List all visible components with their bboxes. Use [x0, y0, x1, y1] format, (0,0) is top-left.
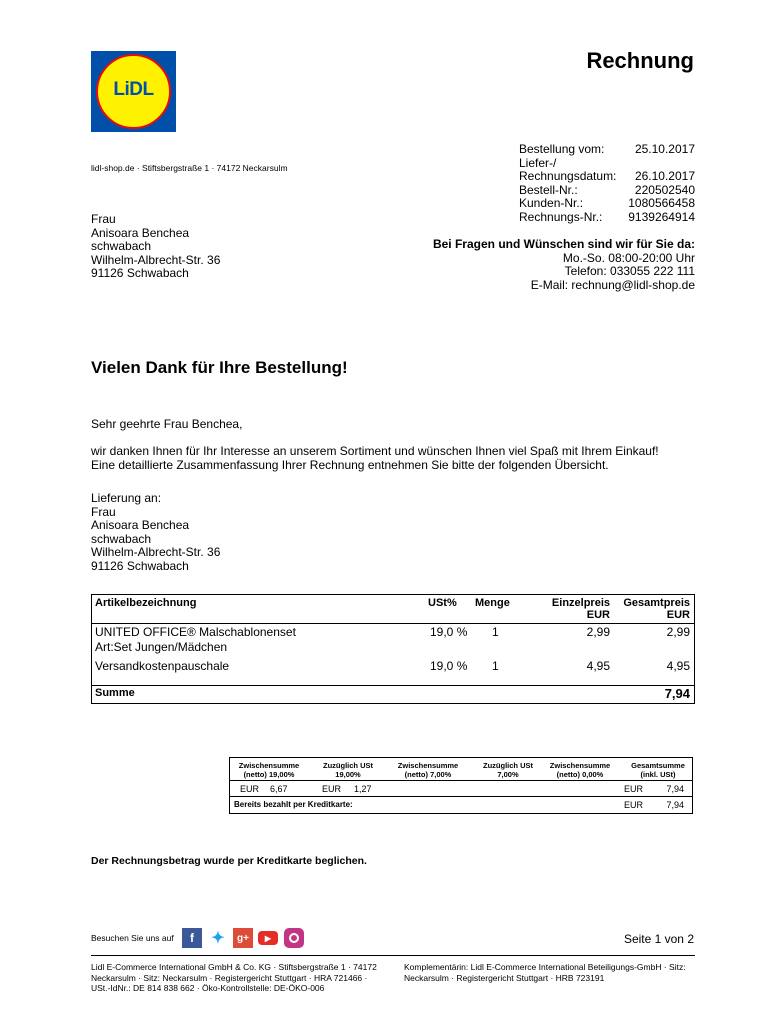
salutation: Sehr geehrte Frau Benchea,	[91, 417, 243, 431]
delivery-address	[91, 492, 220, 573]
totals-header-line: (netto) 19,00%	[243, 770, 295, 779]
totals-header-line: Zwischensumme	[397, 761, 459, 770]
footer-line: Komplementärin: Lidl E-Commerce International Beteiligungs-GmbH · Sitz:	[404, 962, 686, 972]
recipient-line: schwabach	[91, 239, 152, 253]
footer-line: USt.-IdNr.: DE 814 838 662 · Öko-Kontrollstelle: DE-ÖKO-006	[91, 983, 325, 993]
totals-header-line: 19,00%	[335, 770, 361, 779]
totals-header	[538, 761, 622, 779]
item-unit-price: 4,95	[586, 659, 610, 673]
header-total-currency: EUR	[666, 609, 690, 621]
paid-by-card-label: Bereits bezahlt per Kreditkarte:	[234, 800, 353, 809]
totals-vat-19: 1,27	[354, 784, 372, 794]
document-title: Rechnung	[586, 48, 694, 73]
item-total: 2,99	[666, 625, 690, 639]
delivery-label: Lieferung an:	[91, 491, 162, 505]
recipient-line: 91126 Schwabach	[91, 266, 189, 280]
google-plus-icon[interactable]: g+	[233, 928, 253, 948]
contact-hours: Mo.-So. 08:00-20:00 Uhr	[562, 250, 695, 265]
customer-no: 1080566458	[628, 196, 695, 211]
totals-currency: EUR	[624, 800, 644, 810]
footer-company-info	[91, 962, 391, 994]
twitter-icon[interactable]: ✦	[211, 930, 225, 947]
totals-table	[229, 757, 693, 814]
order-date-label: Bestellung vom:	[519, 142, 605, 156]
item-article-variant: Art:Set Jungen/Mädchen	[95, 640, 228, 654]
order-no: 220502540	[634, 182, 695, 197]
item-article: Versandkostenpauschale	[95, 659, 230, 673]
social-label: Besuchen Sie uns auf	[91, 933, 174, 943]
contact-phone: Telefon: 033055 222 111	[564, 264, 695, 279]
totals-header-line: 7,00%	[497, 770, 519, 779]
item-vat: 19,0 %	[430, 625, 468, 639]
item-qty: 1	[492, 659, 499, 673]
paid-by-card-value: 7,94	[666, 800, 684, 810]
sender-line: lidl-shop.de · Stiftsbergstraße 1 · 74172 Neckarsulm	[91, 163, 288, 173]
recipient-address	[91, 213, 220, 281]
totals-currency: EUR	[624, 784, 644, 794]
totals-header-line: (netto) 0,00%	[556, 770, 604, 779]
youtube-icon[interactable]: ▶	[258, 931, 278, 945]
sum-label: Summe	[95, 687, 135, 699]
footer-line: Lidl E-Commerce International GmbH & Co. KG · Stiftsbergstraße 1 · 74172	[91, 962, 377, 972]
totals-header-line: Zwischensumme	[238, 761, 300, 770]
item-vat: 19,0 %	[430, 659, 468, 673]
intro-line: wir danken Ihnen für Ihr Interesse an unserem Sortiment und wünschen Ihnen viel Spaß mit Ihrem Einkauf!	[91, 444, 659, 458]
delivery-date-label: Liefer-/	[519, 155, 557, 170]
delivery-line: schwabach	[91, 531, 152, 546]
totals-header-line: Zuzüglich USt	[323, 761, 373, 770]
item-unit-price: 2,99	[586, 625, 610, 639]
delivery-line: 91126 Schwabach	[91, 558, 189, 573]
totals-header-line: Zwischensumme	[549, 761, 611, 770]
page-number: Seite 1 von 2	[623, 932, 694, 946]
header-unit-price-currency: EUR	[586, 609, 610, 621]
invoice-no-label: Rechnungs-Nr.:	[519, 209, 603, 224]
invoice-date: 26.10.2017	[634, 169, 695, 184]
totals-header	[468, 761, 548, 779]
order-no-label: Bestell-Nr.:	[519, 182, 578, 197]
sum-value: 7,94	[664, 686, 690, 701]
header-article: Artikelbezeichnung	[95, 597, 197, 609]
payment-note: Der Rechnungsbetrag wurde per Kreditkarte beglichen.	[91, 855, 367, 867]
items-sum-row	[92, 685, 694, 703]
recipient-line: Frau	[91, 212, 116, 226]
totals-header	[388, 761, 468, 779]
contact-heading: Bei Fragen und Wünschen sind wir für Sie da:	[432, 237, 695, 251]
totals-divider	[230, 780, 692, 781]
totals-header	[230, 761, 308, 779]
item-article: UNITED OFFICE® Malschablonenset	[95, 625, 296, 639]
item-qty: 1	[492, 625, 499, 639]
invoice-meta	[519, 143, 695, 225]
delivery-line: Frau	[91, 504, 116, 519]
contact-block	[433, 238, 695, 292]
footer-divider	[91, 955, 695, 956]
items-table-header	[92, 595, 694, 624]
totals-header-line: (inkl. USt)	[640, 770, 676, 779]
totals-grand-total: 7,94	[666, 784, 684, 794]
header-vat: USt%	[428, 597, 457, 609]
intro-line: Eine detaillierte Zusammenfassung Ihrer Rechnung entnehmen Sie bitte der folgenden Übersicht.	[91, 457, 609, 472]
totals-currency: EUR	[322, 784, 342, 794]
footer-line: Neckarsulm · Sitz: Neckarsulm · Registergericht Stuttgart · HRA 721466 ·	[91, 972, 368, 983]
totals-header-line: (netto) 7,00%	[404, 770, 452, 779]
invoice-no: 9139264914	[628, 209, 695, 224]
header-unit-price: Einzelpreis	[551, 597, 610, 609]
totals-divider	[230, 796, 692, 797]
social-links	[91, 928, 311, 950]
totals-header-line: Zuzüglich USt	[483, 761, 533, 770]
totals-header	[308, 761, 388, 779]
logo-text: LiDL	[113, 79, 154, 100]
intro-text	[91, 445, 659, 472]
totals-net-19: 6,67	[270, 784, 288, 794]
lidl-logo	[91, 51, 176, 132]
totals-header	[622, 761, 694, 779]
delivery-line: Wilhelm-Albrecht-Str. 36	[91, 545, 221, 559]
item-total: 4,95	[666, 659, 690, 673]
recipient-line: Wilhelm-Albrecht-Str. 36	[91, 252, 221, 267]
footer-line: Neckarsulm · Registergericht Stuttgart · HRB 723191	[404, 972, 605, 983]
facebook-icon[interactable]: f	[182, 928, 202, 948]
header-qty: Menge	[475, 597, 510, 609]
totals-currency: EUR	[240, 784, 260, 794]
delivery-line: Anisoara Benchea	[91, 518, 190, 532]
invoice-date-label: Rechnungsdatum:	[519, 169, 617, 184]
order-date: 25.10.2017	[634, 142, 695, 156]
thanks-heading: Vielen Dank für Ihre Bestellung!	[91, 358, 348, 377]
contact-email: E-Mail: rechnung@lidl-shop.de	[530, 277, 695, 292]
recipient-line: Anisoara Benchea	[91, 225, 190, 240]
items-table	[91, 594, 695, 704]
totals-header-line: Gesamtsumme	[631, 761, 685, 770]
header-total: Gesamtpreis	[623, 597, 690, 609]
instagram-icon[interactable]	[284, 928, 304, 948]
customer-no-label: Kunden-Nr.:	[519, 196, 584, 211]
footer-partner-info	[404, 962, 704, 983]
